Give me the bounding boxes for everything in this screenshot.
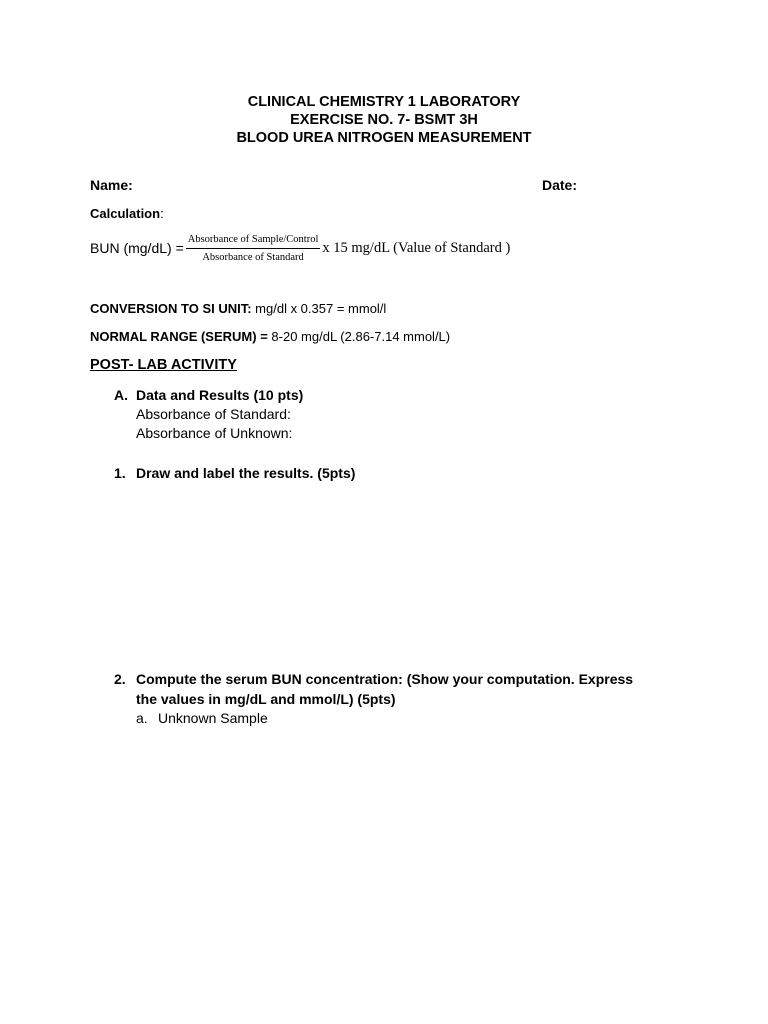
- calculation-colon: :: [160, 206, 164, 221]
- absorbance-standard-label: Absorbance of Standard:: [136, 406, 291, 422]
- normal-range-line: [90, 329, 450, 344]
- bun-formula: [90, 230, 510, 266]
- normal-range-value: 8-20 mg/dL (2.86-7.14 mmol/L): [267, 329, 451, 344]
- question-2a-marker: a.: [136, 710, 148, 726]
- question-2a-text: Unknown Sample: [158, 710, 268, 726]
- section-a-marker: A.: [114, 387, 128, 403]
- formula-denominator: Absorbance of Standard: [202, 251, 304, 263]
- question-2-marker: 2.: [114, 671, 126, 687]
- post-lab-heading: POST- LAB ACTIVITY: [90, 357, 237, 373]
- question-1-text: Draw and label the results. (5pts): [136, 465, 356, 481]
- question-2-text-line-1: Compute the serum BUN concentration: (Show your computation. Express: [136, 671, 634, 687]
- name-label: Name:: [90, 177, 133, 193]
- document-title-line-1: CLINICAL CHEMISTRY 1 LABORATORY: [247, 94, 521, 110]
- document-title-line-3: BLOOD UREA NITROGEN MEASUREMENT: [236, 130, 532, 146]
- absorbance-unknown-label: Absorbance of Unknown:: [136, 425, 293, 441]
- date-label: Date:: [542, 177, 578, 193]
- calculation-heading: [90, 206, 164, 221]
- fraction-bar: [186, 248, 321, 249]
- conversion-label: CONVERSION TO SI UNIT:: [90, 301, 252, 316]
- conversion-value: mg/dl x 0.357 = mmol/l: [251, 301, 387, 316]
- normal-range-label: NORMAL RANGE (SERUM) =: [90, 329, 268, 344]
- formula-numerator: Absorbance of Sample/Control: [187, 233, 319, 245]
- question-2-text-line-2: the values in mg/dL and mmol/L) (5pts): [136, 691, 396, 707]
- question-1-marker: 1.: [114, 465, 126, 481]
- formula-lhs: BUN (mg/dL) =: [90, 240, 184, 256]
- formula-rhs: x 15 mg/dL (Value of Standard ): [322, 239, 511, 256]
- formula-fraction: [186, 233, 321, 264]
- section-a-title: Data and Results (10 pts): [136, 387, 304, 403]
- document-title-line-2: EXERCISE NO. 7- BSMT 3H: [290, 112, 478, 128]
- conversion-line: [90, 301, 386, 316]
- calculation-label: Calculation: [90, 206, 161, 221]
